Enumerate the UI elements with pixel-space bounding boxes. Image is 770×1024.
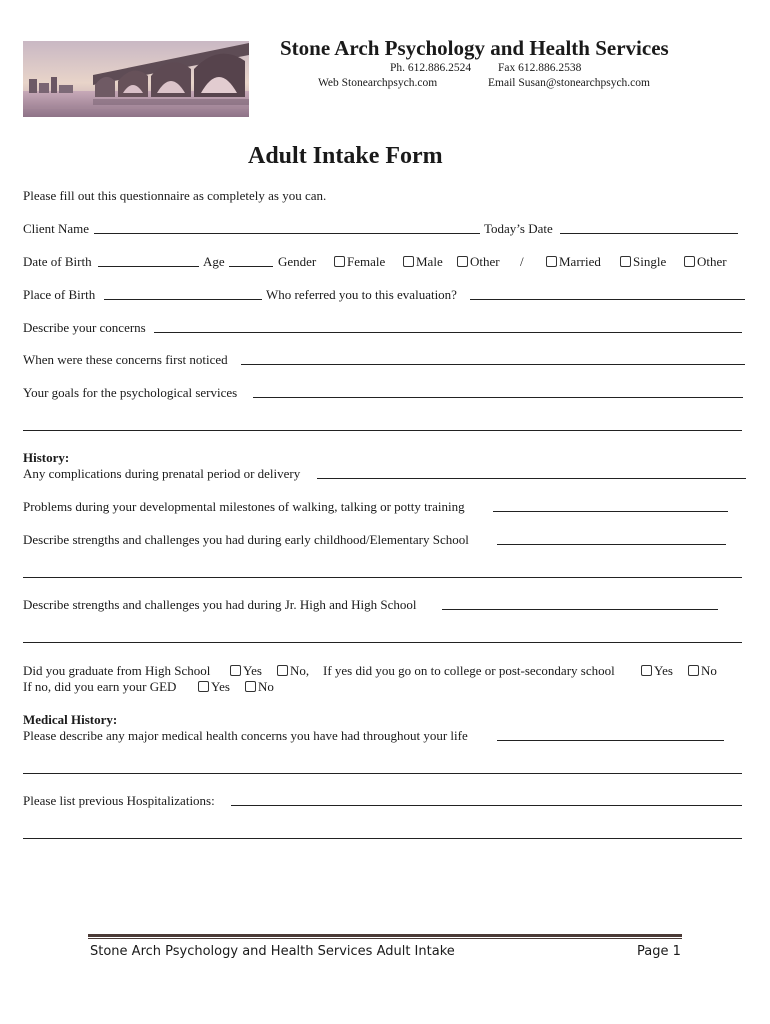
prenatal-field[interactable] — [317, 478, 746, 479]
high-school-field[interactable] — [442, 609, 718, 610]
org-name: Stone Arch Psychology and Health Services — [280, 36, 669, 60]
footer-rule-thin — [88, 938, 682, 939]
male-label: Male — [416, 254, 443, 269]
college-yes-option[interactable] — [641, 663, 673, 679]
single-label: Single — [633, 254, 667, 269]
phone-number: Ph. 612.886.2524 — [390, 62, 472, 74]
milestones-field[interactable] — [493, 511, 728, 512]
concerns-label: Describe your concerns — [23, 320, 146, 335]
college-no-checkbox[interactable] — [688, 665, 699, 676]
ged-no-checkbox[interactable] — [245, 681, 256, 692]
prenatal-label: Any complications during prenatal period or delivery — [23, 466, 301, 481]
ged-yes-checkbox[interactable] — [198, 681, 209, 692]
dob-label: Date of Birth — [23, 254, 92, 269]
high-school-field-continued[interactable] — [23, 642, 742, 643]
graduate-yes-checkbox[interactable] — [230, 665, 241, 676]
client-name-label: Client Name — [23, 221, 90, 236]
female-label: Female — [347, 254, 386, 269]
ged-yes-option[interactable] — [198, 679, 230, 695]
milestones-label: Problems during your developmental milestones of walking, talking or potty training — [23, 499, 465, 514]
medical-history-heading: Medical History: — [23, 712, 118, 727]
hospitalizations-field[interactable] — [231, 805, 742, 806]
fax-number: Fax 612.886.2538 — [498, 62, 582, 74]
ged-label: If no, did you earn your GED — [23, 679, 177, 694]
graduate-yes-option[interactable] — [230, 663, 262, 679]
college-no-option[interactable] — [688, 663, 717, 679]
client-name-field[interactable] — [94, 233, 480, 234]
age-field[interactable] — [229, 266, 273, 267]
dob-field[interactable] — [98, 266, 199, 267]
graduate-no-option[interactable] — [277, 663, 309, 679]
referred-label: Who referred you to this evaluation? — [266, 287, 457, 302]
age-label: Age — [203, 254, 225, 269]
website: Web Stonearchpsych.com — [318, 77, 438, 89]
college-yes-checkbox[interactable] — [641, 665, 652, 676]
graduate-yes-label: Yes — [243, 663, 262, 678]
first-noticed-field[interactable] — [241, 364, 745, 365]
gender-label: Gender — [278, 254, 317, 269]
early-childhood-field-continued[interactable] — [23, 577, 742, 578]
page-number: Page 1 — [637, 944, 681, 959]
todays-date-label: Today’s Date — [484, 221, 553, 236]
concerns-field[interactable] — [154, 332, 742, 333]
hospitalizations-field-continued[interactable] — [23, 838, 742, 839]
place-of-birth-field[interactable] — [104, 299, 262, 300]
medical-concerns-field[interactable] — [497, 740, 724, 741]
early-childhood-label: Describe strengths and challenges you had during early childhood/Elementary School — [23, 532, 469, 547]
goals-field[interactable] — [253, 397, 743, 398]
gender-other-checkbox[interactable] — [457, 256, 468, 267]
medical-concerns-field-continued[interactable] — [23, 773, 742, 774]
footer-title: Stone Arch Psychology and Health Services Adult Intake — [90, 944, 455, 959]
gender-other-label: Other — [470, 254, 500, 269]
goals-label: Your goals for the psychological services — [23, 385, 238, 400]
graduate-no-label: No, — [290, 663, 310, 678]
form-title: Adult Intake Form — [248, 143, 443, 169]
medical-concerns-label: Please describe any major medical health concerns you have had throughout your life — [23, 728, 468, 743]
place-of-birth-label: Place of Birth — [23, 287, 96, 302]
graduate-no-checkbox[interactable] — [277, 665, 288, 676]
history-heading: History: — [23, 450, 70, 465]
footer-rule — [88, 934, 682, 937]
male-option[interactable] — [403, 254, 443, 270]
ged-no-label: No — [258, 679, 274, 694]
married-option[interactable] — [546, 254, 601, 270]
marital-other-label: Other — [697, 254, 727, 269]
college-no-label: No — [701, 663, 717, 678]
ged-yes-label: Yes — [211, 679, 230, 694]
single-option[interactable] — [620, 254, 666, 270]
female-checkbox[interactable] — [334, 256, 345, 267]
marital-other-checkbox[interactable] — [684, 256, 695, 267]
separator-slash: / — [520, 254, 524, 269]
instructions: Please fill out this questionnaire as completely as you can. — [23, 188, 327, 203]
hospitalizations-label: Please list previous Hospitalizations: — [23, 793, 215, 808]
first-noticed-label: When were these concerns first noticed — [23, 352, 228, 367]
single-checkbox[interactable] — [620, 256, 631, 267]
goals-field-continued[interactable] — [23, 430, 742, 431]
stone-arch-bridge-photo — [23, 41, 249, 117]
early-childhood-field[interactable] — [497, 544, 726, 545]
graduate-label: Did you graduate from High School — [23, 663, 211, 678]
marital-other-option[interactable] — [684, 254, 727, 270]
email: Email Susan@stonearchpsych.com — [488, 77, 650, 89]
ged-no-option[interactable] — [245, 679, 274, 695]
male-checkbox[interactable] — [403, 256, 414, 267]
married-label: Married — [559, 254, 601, 269]
todays-date-field[interactable] — [560, 233, 738, 234]
gender-other-option[interactable] — [457, 254, 500, 270]
college-label: If yes did you go on to college or post-secondary school — [323, 663, 615, 678]
female-option[interactable] — [334, 254, 385, 270]
married-checkbox[interactable] — [546, 256, 557, 267]
high-school-label: Describe strengths and challenges you had during Jr. High and High School — [23, 597, 417, 612]
college-yes-label: Yes — [654, 663, 673, 678]
referred-field[interactable] — [470, 299, 745, 300]
